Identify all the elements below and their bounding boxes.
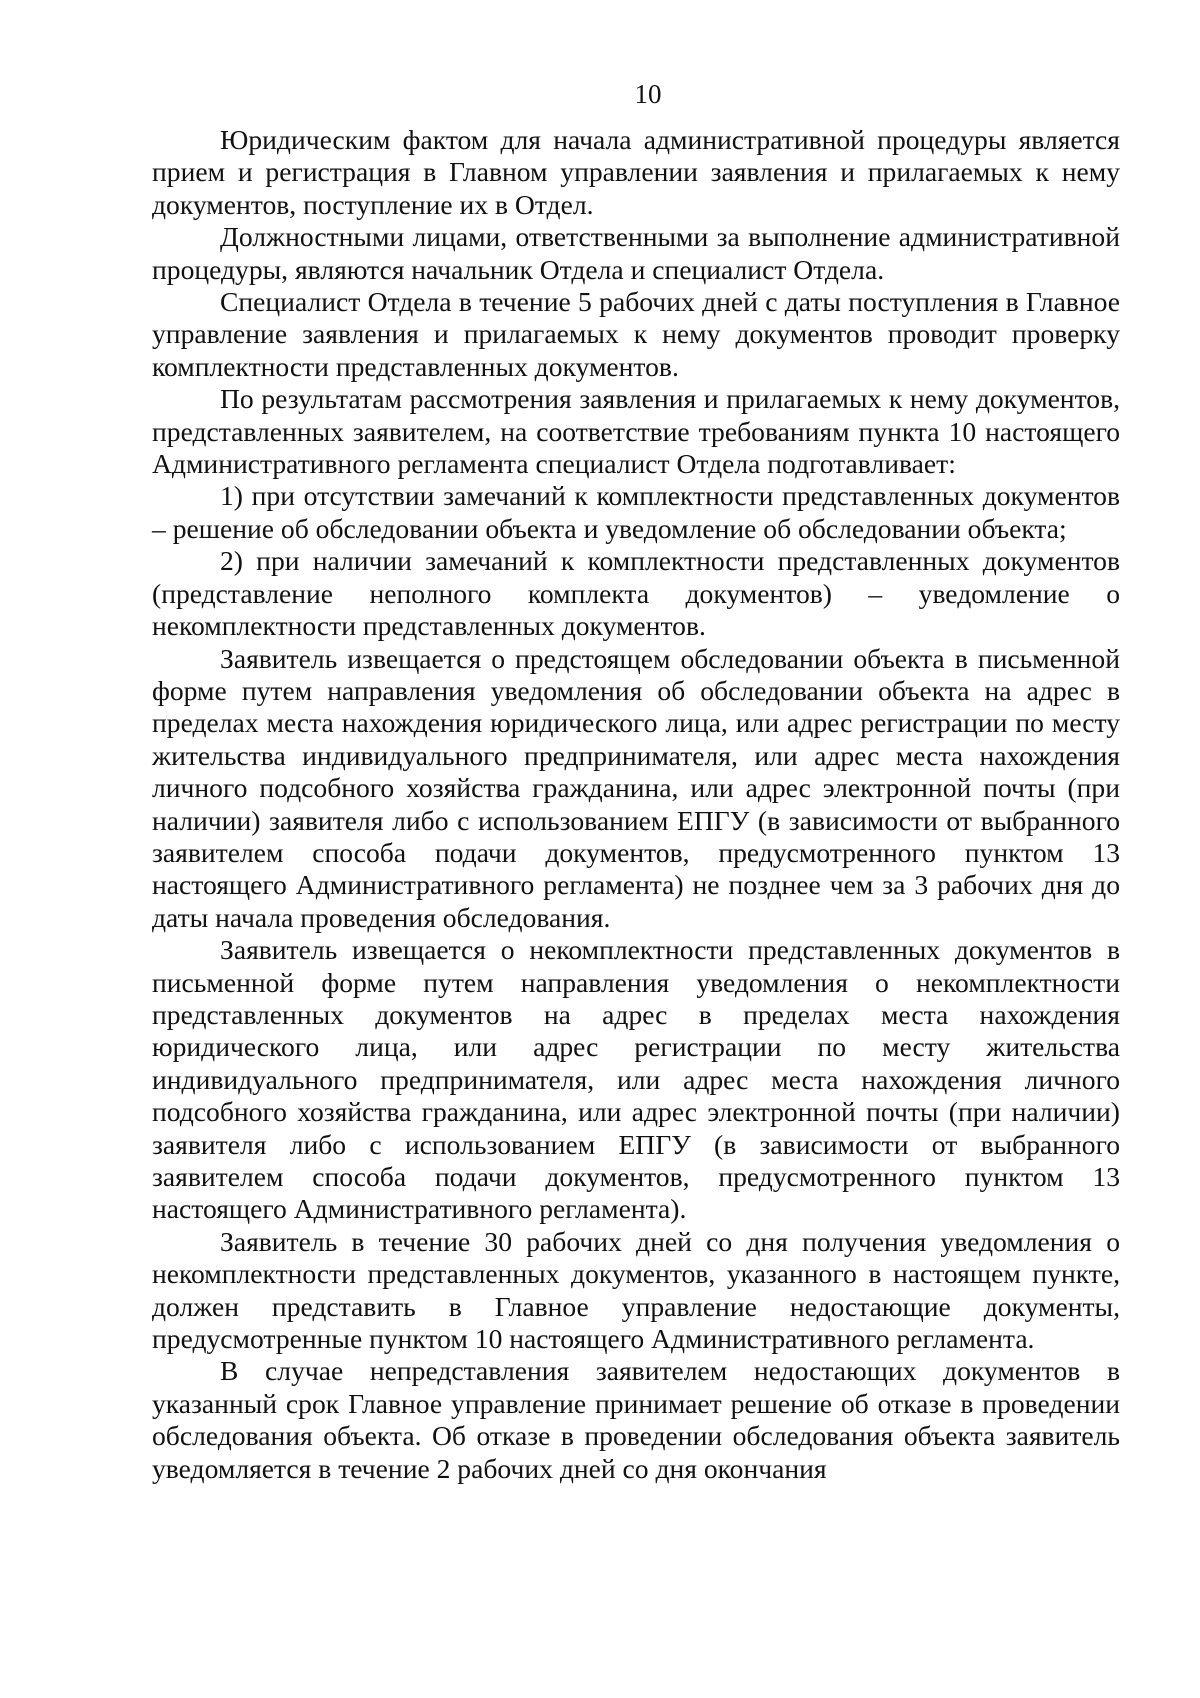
page-number: 10 <box>634 79 662 109</box>
paragraph-refusal: В случае непредставления заявителем недостающих документов в указанный срок Главное управление принимает решение об отказе в проведении обследования объекта. Об отказе в проведении обследования объекта заявитель уведомляется в течение 2 рабочих дней со дня окончания <box>152 1355 1120 1484</box>
list-item-1: 1) при отсутствии замечаний к комплектности представленных документов – решение об обследовании объекта и уведомление об обследовании объекта; <box>152 480 1120 544</box>
paragraph-review-results: По результатам рассмотрения заявления и прилагаемых к нему документов, представленных заявителем, на соответствие требованиям пункта 10 настоящего Административного регламента специалист Отдела подготавливает: <box>152 383 1120 480</box>
paragraph-incompleteness-notice: Заявитель извещается о некомплектности представленных документов в письменной форме путем направления уведомления о некомплектности представленных документов на адрес в пределах места нахождения юридического лица, или адрес регистрации по месту жительства индивидуального предпринимателя, или адрес места нахождения личного подсобного хозяйства гражданина, или адрес электронной почты (при наличии) заявителя либо с использованием ЕПГУ (в зависимости от выбранного заявителем способа подачи документов, предусмотренного пунктом 13 настоящего Административного регламента). <box>152 934 1120 1225</box>
paragraph-responsible-officials: Должностными лицами, ответственными за выполнение административной процедуры, являются начальник Отдела и специалист Отдела. <box>152 221 1120 285</box>
paragraph-legal-fact: Юридическим фактом для начала административной процедуры является прием и регистрация в Главном управлении заявления и прилагаемых к нему документов, поступление их в Отдел. <box>152 124 1120 220</box>
paragraph-completeness-check: Специалист Отдела в течение 5 рабочих дней с даты поступления в Главное управление заявления и прилагаемых к нему документов проводит проверку комплектности представленных документов. <box>152 286 1120 382</box>
paragraph-inspection-notice: Заявитель извещается о предстоящем обследовании объекта в письменной форме путем направления уведомления об обследовании объекта на адрес в пределах места нахождения юридического лица, или адрес регистрации по месту жительства индивидуального предпринимателя, или адрес места нахождения личного подсобного хозяйства гражданина, или адрес электронной почты (при наличии) заявителя либо с использованием ЕПГУ (в зависимости от выбранного заявителем способа подачи документов, предусмотренного пунктом 13 настоящего Административного регламента) не позднее чем за 3 рабочих дня до даты начала проведения обследования. <box>152 642 1120 933</box>
paragraph-missing-documents-deadline: Заявитель в течение 30 рабочих дней со дня получения уведомления о некомплектности представленных документов, указанного в настоящем пункте, должен представить в Главное управление недостающие документы, предусмотренные пунктом 10 настоящего Административного регламента. <box>152 1225 1120 1355</box>
list-item-2: 2) при наличии замечаний к комплектности представленных документов (представление неполного комплекта документов) – уведомление о некомплектности представленных документов. <box>152 545 1120 642</box>
